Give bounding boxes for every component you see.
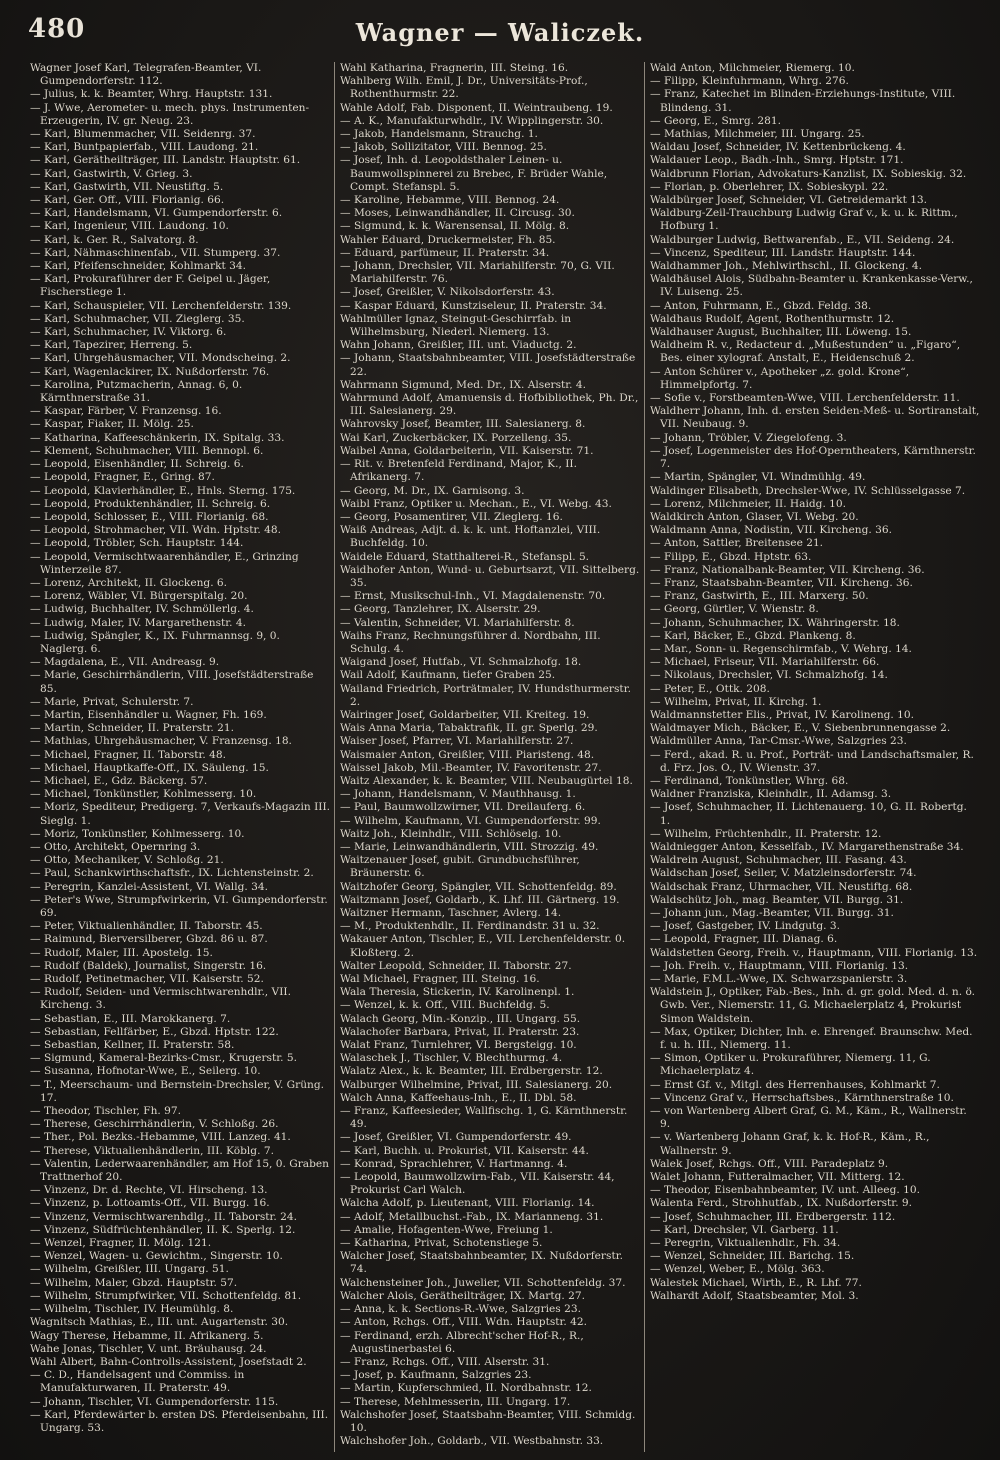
directory-entry: Waldmayer Mich., Bäcker, E., V. Siebenbrunnengasse 2. xyxy=(650,722,951,735)
directory-entry: — Kaspar, Färber, V. Franzensg. 16. xyxy=(30,405,222,418)
directory-entry: — v. Wartenberg Johann Graf, k. k. Hof-R., Käm., R., Wallnerstr. 9. xyxy=(650,1131,930,1157)
directory-entry: — Leopold, Vermischtwaarenhändler, E., Grinzing Winterzeile 87. xyxy=(30,550,299,576)
directory-entry: — Eduard, parfümeur, II. Praterstr. 34. xyxy=(340,246,550,259)
directory-entry: — Rudolf, Petinetmacher, VII. Kaiserstr. 52. xyxy=(30,973,264,986)
directory-entry: — Karoline, Hebamme, VIII. Bennog. 24. xyxy=(340,194,560,207)
directory-entry: — Marie, Geschirrhändlerin, VIII. Josefstädterstraße 85. xyxy=(30,669,314,695)
directory-entry: — Ludwig, Spängler, K., IX. Fuhrmannsg. 9, 0. Naglerg. 6. xyxy=(30,629,280,655)
directory-entry: — Otto, Architekt, Opernring 3. xyxy=(30,840,201,853)
directory-entry: Walek Josef, Rchgs. Off., VIII. Paradeplatz 9. xyxy=(650,1157,889,1170)
directory-entry: — Rudolf (Baldek), Journalist, Singerstr. 16. xyxy=(30,959,267,972)
directory-entry: — Peter, E., Ottk. 208. xyxy=(650,682,770,695)
directory-entry: — Karl, Uhrgehäusmacher, VII. Mondscheing. 2. xyxy=(30,352,291,365)
directory-entry: — Josef, Schuhmacher, II. Lichtenauerg. 10, G. II. Robertg. 1. xyxy=(650,801,967,827)
directory-entry: Waldhäusel Alois, Südbahn-Beamter u. Krankenkasse-Verw., IV. Luiseng. 25. xyxy=(650,273,973,299)
directory-entry: — Katharina, Kaffeeschänkerin, IX. Spitalg. 33. xyxy=(30,431,285,444)
directory-entry: — Vinzenz, Dr. d. Rechte, VI. Hirscheng. 13. xyxy=(30,1184,268,1197)
directory-entry: Waitz Alexander, k. k. Beamter, VIII. Neubaugürtel 18. xyxy=(340,774,633,787)
directory-entry: Walchensteiner Joh., Juwelier, VII. Schottenfeldg. 37. xyxy=(340,1276,626,1289)
directory-entry: — Leopold, Fragner, E., Gring. 87. xyxy=(30,471,215,484)
directory-entry: Walat Franz, Turnlehrer, VI. Bergsteigg. 10. xyxy=(340,1039,577,1052)
directory-entry: — Georg, Posamentirer, VII. Zieglerg. 16. xyxy=(340,510,563,523)
directory-entry: Wahe Jonas, Tischler, V. unt. Bräuhausg. 24. xyxy=(30,1342,267,1355)
directory-entry: Waitzner Hermann, Taschner, Avlerg. 14. xyxy=(340,907,562,919)
directory-entry: — Filipp, E., Gbzd. Hptstr. 63. xyxy=(650,550,812,563)
directory-entry: Waihs Franz, Rechnungsführer d. Nordbahn, III. Schulg. 4. xyxy=(340,629,601,655)
directory-entry: Waldschütz Joh., mag. Beamter, VII. Burgg. 31. xyxy=(650,893,904,906)
directory-entry: Waidhofer Anton, Wund- u. Geburtsarzt, VII. Sittelberg. 35. xyxy=(340,563,640,589)
directory-entry: — Josef, Schuhmacher, III. Erdbergerstr. 112. xyxy=(650,1210,896,1223)
directory-entry: — Karl, Schauspieler, VII. Lerchenfelderstr. 139. xyxy=(30,299,292,312)
directory-entry: — Ernst Gf. v., Mitgl. des Herrenhauses, Kohlmarkt 7. xyxy=(650,1078,940,1091)
directory-entry: — Otto, Mechaniker, V. Schloßg. 21. xyxy=(30,854,224,867)
directory-entry: — Karl, Handelsmann, VI. Gumpendorferstr. 6. xyxy=(30,207,283,220)
directory-entry: — Moriz, Tonkünstler, Kohlmesserg. 10. xyxy=(30,827,245,840)
directory-entry: — Franz, Nationalbank-Beamter, VII. Kircheng. 36. xyxy=(650,563,925,576)
directory-entry: — Sebastian, Fellfärber, E., Gbzd. Hptstr. 122. xyxy=(30,1025,279,1038)
directory-entry: — Karl, Ingenieur, VIII. Laudong. 10. xyxy=(30,220,229,233)
directory-entry: Waigand Josef, Hutfab., VI. Schmalzhofg. 18. xyxy=(340,656,582,669)
directory-entry: Walestek Michael, Wirth, E., R. Lhf. 77. xyxy=(650,1276,862,1289)
directory-entry: — Wenzel, k. k. Off., VIII. Buchfeldg. 5. xyxy=(340,999,550,1012)
directory-entry: Walcha Adolf, p. Lieutenant, VIII. Florianig. 14. xyxy=(340,1197,595,1210)
directory-entry: — Jakob, Handelsmann, Strauchg. 1. xyxy=(340,128,538,141)
directory-entry: Waibl Franz, Optiker u. Mechan., E., VI. Webg. 43. xyxy=(340,497,612,510)
directory-entry: Wahl Katharina, Fragnerin, III. Steing. 16. xyxy=(340,62,569,74)
directory-entry: Walhardt Adolf, Staatsbeamter, Mol. 3. xyxy=(650,1289,859,1302)
directory-entry: Wairinger Josef, Goldarbeiter, VII. Kreiteg. 19. xyxy=(340,708,590,721)
directory-entry: — Peregrin, Kanzlei-Assistent, VI. Wallg. 34. xyxy=(30,880,268,893)
directory-entry: — Karl, Schuhmacher, VII. Zieglerg. 35. xyxy=(30,312,245,325)
directory-entry: — Johann, Schuhmacher, IX. Währingerstr. 18. xyxy=(650,616,900,629)
directory-entry: — T., Meerschaum- und Bernstein-Drechsler, V. Grüng. 17. xyxy=(30,1078,324,1104)
directory-entry: — Nikolaus, Drechsler, VI. Schmalzhofg. 14. xyxy=(650,669,888,682)
directory-entry: — Karl, Gastwirth, V. Grieg. 3. xyxy=(30,167,193,180)
directory-entry: Wagy Therese, Hebamme, II. Afrikanerg. 5. xyxy=(30,1329,264,1342)
directory-entry: — Wenzel, Schneider, III. Barichg. 15. xyxy=(650,1250,855,1263)
directory-entry: — Johann, Handelsmann, V. Mauthhausg. 1. xyxy=(340,788,576,801)
directory-entry: — Martin, Schneider, II. Praterstr. 21. xyxy=(30,722,234,735)
directory-entry: — Sebastian, E., III. Marokkanerg. 7. xyxy=(30,1012,231,1025)
directory-entry: — Karl, k. Ger. R., Salvatorg. 8. xyxy=(30,233,199,246)
directory-entry: — Marie, Privat, Schulerstr. 7. xyxy=(30,695,194,708)
directory-entry: — Karl, Nähmaschinenfab., VII. Stumperg. 37. xyxy=(30,246,281,259)
directory-entry: — Adolf, Metallbuchst.-Fab., IX. Marianneng. 31. xyxy=(340,1210,604,1223)
directory-entry: Waldau Josef, Schneider, IV. Kettenbrückeng. 4. xyxy=(650,141,906,154)
directory-entry: — Mathias, Uhrgehäusmacher, V. Franzensg. 18. xyxy=(30,735,292,748)
directory-entry: — Martin, Spängler, VI. Windmühlg. 49. xyxy=(650,471,866,484)
directory-entry: Wai Karl, Zuckerbäcker, IX. Porzelleng. 35. xyxy=(340,431,572,444)
directory-entry: — Paul, Baumwollzwirner, VII. Dreilauferg. 6. xyxy=(340,801,586,814)
directory-entry: Waissel Jakob, Mil.-Beamter, IV. Favoritenstr. 27. xyxy=(340,761,602,774)
directory-entry: — Ludwig, Buchhalter, IV. Schmöllerlg. 4. xyxy=(30,603,254,616)
directory-entry: Walcher Josef, Staatsbahnbeamter, IX. Nußdorferstr. 74. xyxy=(340,1250,623,1276)
directory-entry: Waldburger Ludwig, Bettwarenfab., E., VII. Seideng. 24. xyxy=(650,233,955,246)
directory-entry: — Georg, Tanzlehrer, IX. Alserstr. 29. xyxy=(340,603,541,616)
directory-entry: Wala Theresia, Stickerin, IV. Karolinenpl. 1. xyxy=(340,986,575,999)
directory-entry: — Ferdinand, erzh. Albrecht'scher Hof-R., R., Augustinerbastei 6. xyxy=(340,1329,584,1355)
column-3 xyxy=(650,62,980,1452)
directory-entry: — Franz, Rchgs. Off., VIII. Alserstr. 31. xyxy=(340,1355,550,1368)
directory-entry: — Wilhelm, Maler, Gbzd. Hauptstr. 57. xyxy=(30,1276,238,1289)
directory-entry: — Leopold, Baumwollzwirn-Fab., VII. Kaiserstr. 44, Prokurist Carl Walch. xyxy=(340,1171,615,1197)
page-number: 480 xyxy=(28,14,86,44)
directory-entry: — Karl, Wagenlackirer, IX. Nußdorferstr. 76. xyxy=(30,365,270,378)
directory-entry: Wais Anna Maria, Tabaktrafik, II. gr. Sperlg. 29. xyxy=(340,722,598,735)
directory-entry: — Martin, Eisenhändler u. Wagner, Fh. 169. xyxy=(30,708,267,721)
directory-entry: Waitz Joh., Kleinhdlr., VIII. Schlöselg. 10. xyxy=(340,827,562,840)
directory-entry: — Josef, Greißler, V. Nikolsdorferstr. 43. xyxy=(340,286,555,299)
directory-entry: — von Wartenberg Albert Graf, G. M., Käm., R., Wallnerstr. 9. xyxy=(650,1105,967,1131)
directory-entry: Waldhaus Rudolf, Agent, Rothenthurmstr. 12. xyxy=(650,312,895,325)
directory-entry: Wailand Friedrich, Porträtmaler, IV. Hundsthurmerstr. 2. xyxy=(340,682,631,708)
directory-entry: — Sigmund, k. k. Warensensal, II. Mölg. 8. xyxy=(340,220,570,233)
directory-entry: — Wilhelm, Strumpfwirker, VII. Schottenfeldg. 81. xyxy=(30,1289,302,1302)
directory-entry: — Wilhelm, Früchtenhdlr., II. Praterstr. 12. xyxy=(650,827,882,840)
directory-entry: Waldhauser August, Buchhalter, III. Löweng. 15. xyxy=(650,326,912,339)
directory-entry: — Ferdinand, Tonkünstler, Whrg. 68. xyxy=(650,774,849,787)
directory-entry: Wahlberg Wilh. Emil, J. Dr., Universitäts-Prof., Rothenthurmstr. 22. xyxy=(340,75,588,101)
directory-entry: Waldauer Leop., Badh.-Inh., Smrg. Hptstr. 171. xyxy=(650,154,904,167)
directory-entry: Wahle Adolf, Fab. Disponent, II. Weintraubeng. 19. xyxy=(340,101,613,114)
directory-entry: — Filipp, Kleinfuhrmann, Whrg. 276. xyxy=(650,75,849,88)
directory-entry: — Rudolf, Seiden- und Vermischtwarenhdlr., VII. Kircheng. 3. xyxy=(30,986,291,1012)
directory-entry: Walter Leopold, Schneider, II. Taborstr. 27. xyxy=(340,959,572,972)
directory-entry: Waldherr Johann, Inh. d. ersten Seiden-Meß- u. Sortiranstalt, VII. Neubaug. 9. xyxy=(650,405,980,431)
directory-entry: Waldbrunn Florian, Advokaturs-Kanzlist, IX. Sobieskig. 32. xyxy=(650,167,967,180)
directory-entry: — Karl, Ger. Off., VIII. Florianig. 66. xyxy=(30,194,225,207)
directory-entry: — Moses, Leinwandhändler, II. Circusg. 30. xyxy=(340,207,575,220)
directory-entry: Walachofer Barbara, Privat, II. Praterstr. 23. xyxy=(340,1025,580,1038)
directory-entry: — Lorenz, Milchmeier, II. Haidg. 10. xyxy=(650,497,847,510)
directory-entry: — Wenzel, Fragner, II. Mölg. 121. xyxy=(30,1237,212,1250)
directory-entry: — Sebastian, Kellner, II. Praterstr. 58. xyxy=(30,1039,235,1052)
directory-entry: — Georg, M. Dr., IX. Garnisong. 3. xyxy=(340,484,525,497)
running-head: Wagner — Waliczek. xyxy=(355,18,645,47)
directory-entry: — Marie, Leinwandhändlerin, VIII. Strozzig. 49. xyxy=(340,840,599,853)
directory-entry: — Leopold, Eisenhändler, II. Schreig. 6. xyxy=(30,458,244,471)
directory-entry: Wahrmann Sigmund, Med. Dr., IX. Alserstr. 4. xyxy=(340,378,587,391)
directory-entry: Waldniegger Anton, Kesselfab., IV. Margarethenstraße 34. xyxy=(650,840,964,853)
directory-entry: — Ludwig, Maler, IV. Margarethenstr. 4. xyxy=(30,616,247,629)
directory-entry: — Ferd., akad. R. u. Prof., Porträt- und Landschaftsmaler, R. d. Frz. Jos. O., IV. Wienstr. 37. xyxy=(650,748,974,774)
directory-entry: Waldrein August, Schuhmacher, III. Fasang. 43. xyxy=(650,854,907,867)
directory-entry: — Vinzenz, Vermischtwarenhdlg., II. Taborstr. 24. xyxy=(30,1210,297,1223)
directory-entry: — Wilhelm, Greißler, III. Ungarg. 51. xyxy=(30,1263,229,1276)
directory-entry: — Susanna, Hofnotar-Wwe, E., Seilerg. 10. xyxy=(30,1065,261,1078)
directory-entry: — Vincenz, Spediteur, III. Landstr. Hauptstr. 144. xyxy=(650,246,916,259)
directory-entry: Walaschek J., Tischler, V. Blechthurmg. 4. xyxy=(340,1052,563,1065)
directory-entry: — Karl, Pferdewärter b. ersten DS. Pferdeisenbahn, III. Ungarg. 53. xyxy=(30,1408,329,1434)
directory-entry: — Georg, E., Smrg. 281. xyxy=(650,114,781,127)
directory-entry: — Karl, Bäcker, E., Gbzd. Plankeng. 8. xyxy=(650,629,856,642)
directory-entry: — Karl, Buntpapierfab., VIII. Laudong. 21. xyxy=(30,141,259,154)
directory-entry: — Therese, Mehlmesserin, III. Ungarg. 17. xyxy=(340,1395,571,1408)
directory-entry: — Moriz, Spediteur, Predigerg. 7, Verkaufs-Magazin III. Sieglg. 1. xyxy=(30,801,330,827)
directory-entry: Waitzenauer Josef, gubit. Grundbuchsführer, Bräunerstr. 6. xyxy=(340,854,580,880)
directory-entry: — C. D., Handelsagent und Commiss. in Manufakturwaren, II. Praterstr. 49. xyxy=(30,1369,245,1395)
directory-entry: — Mar., Sonn- u. Regenschirmfab., V. Wehrg. 14. xyxy=(650,642,912,655)
directory-entry: Wakauer Anton, Tischler, E., VII. Lerchenfelderstr. 0. Kloßterg. 2. xyxy=(340,933,626,959)
directory-entry: — Julius, k. k. Beamter, Whrg. Hauptstr. 131. xyxy=(30,88,273,101)
directory-entry: Wagner Josef Karl, Telegrafen-Beamter, VI. Gumpendorferstr. 112. xyxy=(30,62,262,88)
column-1 xyxy=(30,62,330,1452)
directory-entry: — Johann jun., Mag.-Beamter, VII. Burgg. 31. xyxy=(650,907,894,919)
directory-entry: Waldner Franziska, Kleinhdlr., II. Adamsg. 3. xyxy=(650,788,892,801)
directory-entry: — Karolina, Putzmacherin, Annag. 6, 0. Kärnthnerstraße 31. xyxy=(30,378,243,405)
directory-entry: Walchshofer Joh., Goldarb., VII. Westbahnstr. 33. xyxy=(340,1435,604,1448)
directory-entry: — Klement, Schuhmacher, VIII. Bennopl. 6. xyxy=(30,444,264,457)
directory-entry: — Peter's Wwe, Strumpfwirkerin, VI. Gumpendorferstr. 69. xyxy=(30,893,328,919)
directory-entry: Walach Georg, Min.-Konzip., III. Ungarg. 55. xyxy=(340,1012,581,1025)
directory-entry: Waiser Josef, Pfarrer, VI. Mariahilferstr. 27. xyxy=(340,735,574,748)
directory-entry: — Lorenz, Wäbler, VI. Bürgerspitalg. 20. xyxy=(30,590,248,603)
directory-entry: — Karl, Gerätheilträger, III. Landstr. Hauptstr. 61. xyxy=(30,154,301,167)
directory-entry: — Karl, Tapezirer, Herreng. 5. xyxy=(30,339,193,352)
directory-entry: — Michael, Hauptkaffe-Off., IX. Säuleng. 15. xyxy=(30,761,269,774)
directory-entry: — Valentin, Lederwaarenhändler, am Hof 15, 0. Graben Trattnerhof 20. xyxy=(30,1157,329,1184)
directory-entry: Waldstetten Georg, Freih. v., Hauptmann, VIII. Florianig. 13. xyxy=(650,946,978,959)
directory-entry: — Wilhelm, Kaufmann, VI. Gumpendorferstr. 99. xyxy=(340,814,601,827)
directory-entry: — Franz, Gastwirth, E., III. Marxerg. 50. xyxy=(650,590,869,603)
directory-entry: — Leopold, Strohmacher, VII. Wdn. Hptstr. 48. xyxy=(30,524,281,537)
directory-entry: — Karl, Gastwirth, VII. Neustiftg. 5. xyxy=(30,180,224,193)
directory-entry: Wahler Eduard, Druckermeister, Fh. 85. xyxy=(340,233,556,246)
directory-entry: — Josef, Inh. d. Leopoldsthaler Leinen- u. Baumwollspinnerei zu Brebec, F. Brüder Wahle, Compt. Stefanspl. 5. xyxy=(340,154,608,193)
directory-entry: Waldinger Elisabeth, Drechsler-Wwe, IV. Schlüsselgasse 7. xyxy=(650,484,966,497)
directory-entry: Waldmannstetter Elis., Privat, IV. Karolineng. 10. xyxy=(650,708,915,721)
directory-entry: — Michael, Friseur, VII. Mariahilferstr. 66. xyxy=(650,656,880,669)
directory-entry: — Josef, Greißler, VI. Gumpendorferstr. 49. xyxy=(340,1131,572,1144)
directory-entry: — Leopold, Klavierhändler, E., Hnls. Sterng. 175. xyxy=(30,484,296,497)
directory-entry: Wald Anton, Milchmeier, Riemerg. 10. xyxy=(650,62,855,74)
directory-entry: — Marie, F.M.L.-Wwe, IX. Schwarzspanierstr. 3. xyxy=(650,973,908,986)
directory-entry: — Anton, Sattler, Breitensee 21. xyxy=(650,537,824,550)
directory-entry: — Peter, Viktualienhändler, II. Taborstr. 45. xyxy=(30,920,263,933)
directory-entry: — Rudolf, Maler, III. Apostelg. 15. xyxy=(30,946,213,959)
directory-entry: — Therese, Geschirrhändlerin, V. Schloßg. 26. xyxy=(30,1118,279,1131)
directory-entry: — Florian, p. Oberlehrer, IX. Sobieskypl. 22. xyxy=(650,180,889,193)
directory-entry: Walch Anna, Kaffeehaus-Inh., E., II. Dbl. 58. xyxy=(340,1091,577,1104)
directory-entry: — Theodor, Eisenbahnbeamter, IV. unt. Alleeg. 10. xyxy=(650,1184,920,1197)
directory-entry: — Karl, Blumenmacher, VII. Seidenrg. 37. xyxy=(30,128,256,141)
directory-entry: — Karl, Pfeifenschneider, Kohlmarkt 34. xyxy=(30,260,246,273)
directory-entry: — Franz, Staatsbahn-Beamter, VII. Kircheng. 36. xyxy=(650,576,913,589)
directory-entry: — J. Wwe, Aerometer- u. mech. phys. Instrumenten-Erzeugerin, IV. gr. Neug. 23. xyxy=(30,101,310,127)
directory-entry: Wagnitsch Mathias, E., III. unt. Augartenstr. 30. xyxy=(30,1316,289,1329)
directory-entry: Waidele Eduard, Statthalterei-R., Stefanspl. 5. xyxy=(340,550,590,563)
directory-entry: — Lorenz, Architekt, II. Glockeng. 6. xyxy=(30,576,228,589)
directory-entry: — Vinzenz, p. Lottoamts-Off., VII. Burgg. 16. xyxy=(30,1197,270,1210)
directory-entry: — Franz, Katechet im Blinden-Erziehungs-Institute, VIII. Blindeng. 31. xyxy=(650,88,956,114)
directory-entry: — Michael, Tonkünstler, Kohlmesserg. 10. xyxy=(30,788,257,801)
directory-entry: Waldbürger Josef, Schneider, VI. Getreidemarkt 13. xyxy=(650,194,928,207)
directory-entry: Waitzmann Josef, Goldarb., K. Lhf. III. Gärtnerg. 19. xyxy=(340,893,620,906)
directory-entry: Wahrovsky Josef, Beamter, III. Salesianerg. 8. xyxy=(340,418,586,431)
directory-entry: Waitzhofer Georg, Spängler, VII. Schottenfeldg. 89. xyxy=(340,880,617,893)
directory-entry: — Therese, Viktualienhändlerin, III. Köblg. 7. xyxy=(30,1144,274,1157)
directory-entry: — Karl, Buchh. u. Prokurist, VII. Kaiserstr. 44. xyxy=(340,1144,589,1157)
directory-entry: — Leopold, Produktenhändler, II. Schreig. 6. xyxy=(30,497,271,510)
directory-entry: Wahn Johann, Greißler, III. unt. Viaductg. 2. xyxy=(340,339,577,352)
directory-entry: — Martin, Kupferschmied, II. Nordbahnstr. 12. xyxy=(340,1382,592,1395)
directory-entry: Waibel Anna, Goldarbeiterin, VII. Kaiserstr. 71. xyxy=(340,444,594,457)
directory-entry: — Johann, Tischler, VI. Gumpendorferstr. 115. xyxy=(30,1395,279,1408)
directory-entry: — Max, Optiker, Dichter, Inh. e. Ehrengef. Braunschw. Med. f. u. h. III., Niemerg. 11. xyxy=(650,1025,973,1052)
directory-entry: Wahlmüller Ignaz, Steingut-Geschirrfab. in Wilhelmsburg, Niederl. Niemerg. 13. xyxy=(340,312,572,339)
directory-entry: — Johann, Drechsler, VII. Mariahilferstr. 70, G. VII. Mariahilferstr. 76. xyxy=(340,260,615,286)
column-divider xyxy=(644,62,645,1452)
directory-entry: Wal Michael, Fragner, III. Steing. 16. xyxy=(340,973,540,986)
directory-entry: — Johann, Staatsbahnbeamter, VIII. Josefstädterstraße 22. xyxy=(340,352,636,378)
directory-entry: — Vinzenz, Südfrüchtenhändler, II. K. Sperlg. 12. xyxy=(30,1223,296,1236)
directory-entry: — A. K., Manufakturwhdlr., IV. Wipplingerstr. 30. xyxy=(340,114,604,127)
directory-entry: Wail Adolf, Kaufmann, tiefer Graben 25. xyxy=(340,669,556,682)
directory-entry: — Mathias, Milchmeier, III. Ungarg. 25. xyxy=(650,128,865,141)
directory-entry: — Anton, Rchgs. Off., VIII. Wdn. Hauptstr. 42. xyxy=(340,1316,588,1329)
directory-entry: — Konrad, Sprachlehrer, V. Hartmanng. 4. xyxy=(340,1157,568,1170)
directory-entry: — Sigmund, Kameral-Bezirks-Cmsr., Krugerstr. 5. xyxy=(30,1052,297,1065)
directory-entry: Walatz Alex., k. k. Beamter, III. Erdbergerstr. 12. xyxy=(340,1065,603,1078)
directory-entry: Waldmüller Anna, Tar-Cmsr.-Wwe, Salzgries 23. xyxy=(650,735,907,748)
column-2 xyxy=(340,62,640,1452)
directory-entry: Walenta Ferd., Strohhutfab., IX. Nußdorferstr. 9. xyxy=(650,1197,913,1210)
directory-entry: — Jakob, Sollizitator, VIII. Bennog. 25. xyxy=(340,141,547,154)
column-divider xyxy=(334,62,335,1452)
directory-entry: — Leopold, Tröbler, Sch. Hauptstr. 144. xyxy=(30,537,244,550)
directory-entry: — Kaspar Eduard, Kunstziseleur, II. Praterstr. 34. xyxy=(340,299,607,312)
directory-entry: — Amalie, Hofagenten-Wwe, Freiung 1. xyxy=(340,1223,553,1236)
directory-entry: — Kaspar, Fiaker, II. Mölg. 25. xyxy=(30,418,194,431)
directory-entry: — Leopold, Schlosser, E., VIII. Florianig. 68. xyxy=(30,510,269,523)
directory-entry: — Rit. v. Bretenfeld Ferdinand, Major, K., II. Afrikanerg. 7. xyxy=(340,458,577,484)
directory-entry: Waldkirch Anton, Glaser, VI. Webg. 20. xyxy=(650,510,859,523)
directory-entry: — Karl, Schuhmacher, IV. Viktorg. 6. xyxy=(30,326,227,339)
directory-entry: Waldheim R. v., Redacteur d. „Mußestunden“ u. „Figaro“, Bes. einer xylograf. Anstalt, E., Heidenschuß 2. xyxy=(650,339,961,365)
directory-entry: Walet Johann, Futteralmacher, VII. Mitterg. 12. xyxy=(650,1171,905,1184)
directory-entry: — Wenzel, Wagen- u. Gewichtm., Singerstr. 10. xyxy=(30,1250,283,1263)
directory-entry: — Leopold, Fragner, III. Dianag. 6. xyxy=(650,933,838,946)
directory-entry: — Joh. Freih. v., Hauptmann, VIII. Florianig. 13. xyxy=(650,959,909,972)
directory-entry: — Josef, Logenmeister des Hof-Operntheaters, Kärnthnerstr. 7. xyxy=(650,444,976,471)
directory-entry: — Vincenz Graf v., Herrschaftsbes., Kärnthnerstraße 10. xyxy=(650,1091,954,1104)
directory-entry: Walchshofer Josef, Staatsbahn-Beamter, VIII. Schmidg. 10. xyxy=(340,1408,636,1434)
directory-entry: Walcher Alois, Gerätheilträger, IX. Martg. 27. xyxy=(340,1289,585,1302)
directory-entry: — Ther., Pol. Bezks.-Hebamme, VIII. Lanzeg. 41. xyxy=(30,1131,291,1144)
directory-entry: — Wilhelm, Tischler, IV. Heumühlg. 8. xyxy=(30,1303,234,1316)
directory-entry: — Anton Schürer v., Apotheker „z. gold. Krone“, Himmelpfortg. 7. xyxy=(650,365,910,391)
directory-entry: Waldschan Josef, Seiler, V. Matzleinsdorferstr. 74. xyxy=(650,867,917,880)
directory-entry: Wahrmund Adolf, Amanuensis d. Hofbibliothek, Ph. Dr., III. Salesianerg. 29. xyxy=(340,392,639,418)
directory-entry: — Ernst, Musikschul-Inh., VI. Magdalenenstr. 70. xyxy=(340,590,606,603)
directory-entry: — Valentin, Schneider, VI. Mariahilferstr. 8. xyxy=(340,616,575,629)
directory-entry: — Wilhelm, Privat, II. Kirchg. 1. xyxy=(650,695,822,708)
directory-entry: — Anna, k. k. Sections-R.-Wwe, Salzgries 23. xyxy=(340,1303,581,1316)
directory-entry: Waiß Andreas, Adjt. d. k. k. unt. Hoftanzlei, VIII. Buchfeldg. 10. xyxy=(340,524,601,550)
directory-entry: — Karl, Drechsler, VI. Garberg. 11. xyxy=(650,1223,839,1236)
directory-entry: — Theodor, Tischler, Fh. 97. xyxy=(30,1105,181,1118)
directory-entry: Waldhammer Joh., Mehlwirthschl., II. Glockeng. 4. xyxy=(650,260,922,273)
directory-entry: — Karl, Prokuraführer der F. Geipel u. Jäger, Fischerstiege 1. xyxy=(30,273,271,299)
directory-entry: — Anton, Fuhrmann, E., Gbzd. Feldg. 38. xyxy=(650,299,872,312)
directory-entry: Wahl Albert, Bahn-Controlls-Assistent, Josefstadt 2. xyxy=(30,1355,307,1368)
directory-entry: — Franz, Kaffeesieder, Wallfischg. 1, G. Kärnthnerstr. 49. xyxy=(340,1105,628,1131)
directory-entry: — Sofie v., Forstbeamten-Wwe, VIII. Lerchenfelderstr. 11. xyxy=(650,392,960,405)
directory-entry: — Josef, Gastgeber, IV. Lindgutg. 3. xyxy=(650,920,841,933)
directory-entry: — M., Produktenhdlr., II. Ferdinandstr. 31 u. 32. xyxy=(340,920,600,933)
directory-entry: — Michael, E., Gdz. Bäckerg. 57. xyxy=(30,774,208,787)
directory-entry: — Simon, Optiker u. Prokuraführer, Niemerg. 11, G. Michaelerplatz 4. xyxy=(650,1052,931,1078)
directory-entry: — Magdalena, E., VII. Andreasg. 9. xyxy=(30,656,220,669)
directory-entry: — Johann, Tröbler, V. Ziegelofeng. 3. xyxy=(650,431,847,444)
directory-entry: — Katharina, Privat, Schotenstiege 5. xyxy=(340,1237,543,1250)
directory-entry: Waismaier Anton, Greißler, VIII. Piaristeng. 48. xyxy=(340,748,595,761)
directory-entry: Walburger Wilhelmine, Privat, III. Salesianerg. 20. xyxy=(340,1078,613,1091)
directory-entry: — Paul, Schankwirthschaftsfr., IX. Lichtensteinstr. 2. xyxy=(30,867,314,880)
directory-entry: — Raimund, Bierversilberer, Gbzd. 86 u. 87. xyxy=(30,933,268,946)
directory-entry: Waldburg-Zeil-Trauchburg Ludwig Graf v., k. u. k. Rittm., Hofburg 1. xyxy=(650,207,958,233)
directory-entry: — Peregrin, Viktualienhdlr., Fh. 34. xyxy=(650,1237,841,1250)
directory-entry: — Michael, Fragner, II. Taborstr. 48. xyxy=(30,748,226,761)
directory-entry: — Georg, Gürtler, V. Wienstr. 8. xyxy=(650,603,819,616)
directory-entry: Waldschak Franz, Uhrmacher, VII. Neustiftg. 68. xyxy=(650,880,913,893)
directory-entry: — Wenzel, Weber, E., Mölg. 363. xyxy=(650,1263,825,1276)
directory-entry: Waldmann Anna, Nodistin, VII. Kircheng. 36. xyxy=(650,524,892,537)
directory-entry: — Josef, p. Kaufmann, Salzgries 23. xyxy=(340,1369,532,1382)
directory-entry: Waldstein J., Optiker, Fab.-Bes., Inh. d. gr. gold. Med. d. n. ö. Gwb. Ver., Niemerstr. 11, G. Michaelerplatz 4, Prokurist Simon Waldstein. xyxy=(650,986,976,1025)
